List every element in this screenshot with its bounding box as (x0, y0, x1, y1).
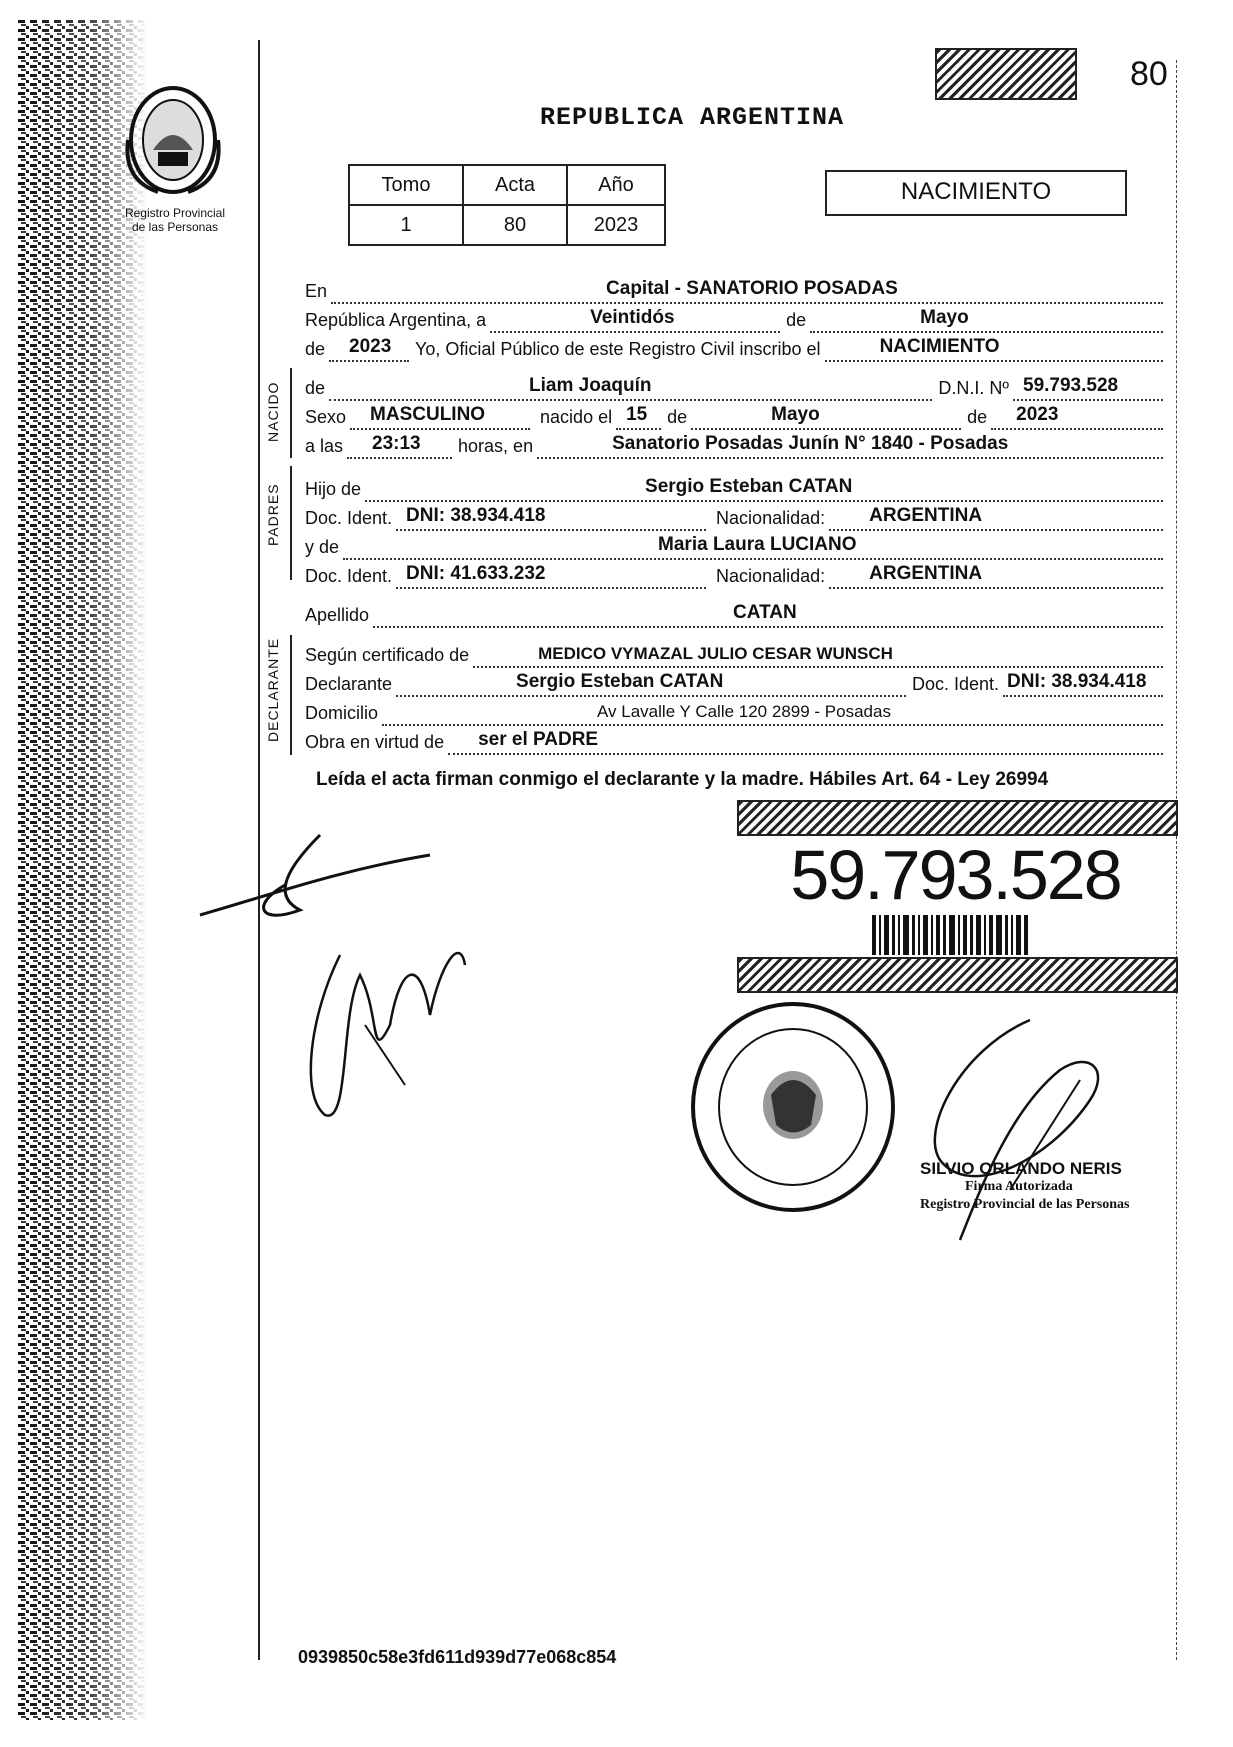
label-declarante-doc: Doc. Ident. (911, 674, 999, 694)
value-en: Capital - SANATORIO POSADAS (606, 278, 898, 299)
signer-name: SILVIO ORLANDO NERIS (920, 1159, 1122, 1178)
row-y-de (305, 532, 1163, 560)
label-de2: de (305, 339, 326, 359)
logo-caption (95, 206, 255, 234)
header-tomo: Tomo (349, 165, 463, 205)
value-obra: ser el PADRE (478, 729, 599, 750)
authorized-signature (900, 1010, 1130, 1250)
row-nombre (305, 373, 1163, 401)
label-nacido-el: nacido el (540, 407, 613, 427)
value-declarante-doc: DNI: 38.934.418 (1007, 671, 1147, 692)
logo-caption-line2: de las Personas (131, 220, 219, 234)
label-dni: D.N.I. Nº (938, 378, 1009, 398)
label-hijo-de: Hijo de (305, 479, 362, 499)
row-hijo-de (305, 474, 1163, 502)
label-de: de (786, 310, 807, 330)
label-a-las: a las (305, 436, 344, 456)
row-domicilio (305, 698, 1163, 726)
value-sexo: MASCULINO (370, 404, 486, 425)
signer-block (920, 1160, 1160, 1214)
value-anio: 2023 (567, 205, 665, 245)
row-obra (305, 727, 1163, 755)
value-tomo: 1 (349, 205, 463, 245)
label-de-mes: de (667, 407, 688, 427)
registry-table (348, 164, 666, 246)
section-label-declarante: DECLARANTE (265, 637, 281, 742)
right-margin-line (1176, 60, 1177, 1660)
provincia-misiones-logo (118, 80, 228, 200)
label-domicilio: Domicilio (305, 703, 379, 723)
label-certificado: Según certificado de (305, 645, 470, 665)
value-anio-nac: 2023 (1016, 404, 1059, 425)
label-declarante: Declarante (305, 674, 393, 694)
value-lugar: Sanatorio Posadas Junín N° 1840 - Posadas (612, 433, 1009, 454)
value-apellido: CATAN (733, 602, 797, 623)
signer-role: Firma Autorizada (965, 1179, 1073, 1194)
value-dia-nac: 15 (626, 404, 648, 425)
value-padre-nacionalidad: ARGENTINA (869, 505, 983, 526)
row-sexo (305, 402, 1163, 430)
value-acta: 80 (463, 205, 567, 245)
dni-barcode (800, 915, 1100, 955)
value-hora: 23:13 (372, 433, 421, 454)
label-madre-doc: Doc. Ident. (305, 566, 393, 586)
value-madre-nacionalidad: ARGENTINA (869, 563, 983, 584)
security-sticker (935, 48, 1077, 100)
value-anio: 2023 (349, 336, 392, 357)
nacido-bracket (290, 368, 292, 458)
signer-org: Registro Provincial de las Personas (920, 1197, 1130, 1212)
scan-edge-noise (18, 20, 148, 1720)
declarante-signature (190, 815, 520, 1145)
dni-sticker-band-top (737, 800, 1178, 836)
document-type-box: NACIMIENTO (825, 170, 1127, 216)
page-number: 80 (1130, 55, 1168, 93)
label-y-de: y de (305, 537, 340, 557)
value-mes: Mayo (920, 307, 969, 328)
label-de-nombre: de (305, 378, 326, 398)
row-anio (305, 334, 1163, 362)
label-republica: República Argentina, a (305, 310, 487, 330)
value-padre-doc: DNI: 38.934.418 (406, 505, 546, 526)
label-sexo: Sexo (305, 407, 347, 427)
value-dni: 59.793.528 (1023, 375, 1119, 396)
document-hash: 0939850c58e3fd611d939d77e068c854 (298, 1647, 617, 1667)
value-madre-doc: DNI: 41.633.232 (406, 563, 546, 584)
value-padre: Sergio Esteban CATAN (645, 476, 853, 497)
value-mes-nac: Mayo (771, 404, 820, 425)
label-obra: Obra en virtud de (305, 732, 445, 752)
label-padre-doc: Doc. Ident. (305, 508, 393, 528)
value-nombre: Liam Joaquín (529, 375, 652, 396)
value-declarante: Sergio Esteban CATAN (516, 671, 724, 692)
closing-text: Leída el acta firman conmigo el declarante y la madre. Hábiles Art. 64 - Ley 26994 (316, 769, 1049, 790)
label-madre-nacionalidad: Nacionalidad: (716, 566, 826, 586)
page-title: REPUBLICA ARGENTINA (540, 103, 845, 132)
value-inscribo: NACIMIENTO (879, 336, 1000, 357)
label-en: En (305, 281, 328, 301)
value-dia: Veintidós (590, 307, 675, 328)
oficial-text: Yo, Oficial Público de este Registro Civil inscribo el (415, 339, 821, 359)
row-madre-doc (305, 561, 1163, 589)
row-republica (305, 305, 1163, 333)
row-declarante (305, 669, 1163, 697)
row-padre-doc (305, 503, 1163, 531)
value-domicilio: Av Lavalle Y Calle 120 2899 - Posadas (597, 702, 891, 721)
logo-caption-line1: Registro Provincial (124, 206, 226, 220)
section-label-padres: PADRES (265, 483, 281, 546)
official-seal (686, 1000, 901, 1215)
value-madre: Maria Laura LUCIANO (658, 534, 857, 555)
row-hora (305, 431, 1163, 459)
row-apellido (305, 600, 1163, 628)
row-en (305, 276, 1163, 304)
declarante-bracket (290, 635, 292, 755)
header-anio: Año (567, 165, 665, 205)
label-apellido: Apellido (305, 605, 370, 625)
value-certificado: MEDICO VYMAZAL JULIO CESAR WUNSCH (538, 644, 893, 663)
dni-sticker-band-bottom (737, 957, 1178, 993)
header-acta: Acta (463, 165, 567, 205)
label-horas-en: horas, en (458, 436, 534, 456)
padres-bracket (290, 466, 292, 580)
label-padre-nacionalidad: Nacionalidad: (716, 508, 826, 528)
section-label-nacido: NACIDO (265, 381, 281, 442)
dni-sticker-number: 59.793.528 (790, 836, 1121, 914)
label-de-anio: de (967, 407, 988, 427)
row-certificado (305, 640, 1163, 668)
